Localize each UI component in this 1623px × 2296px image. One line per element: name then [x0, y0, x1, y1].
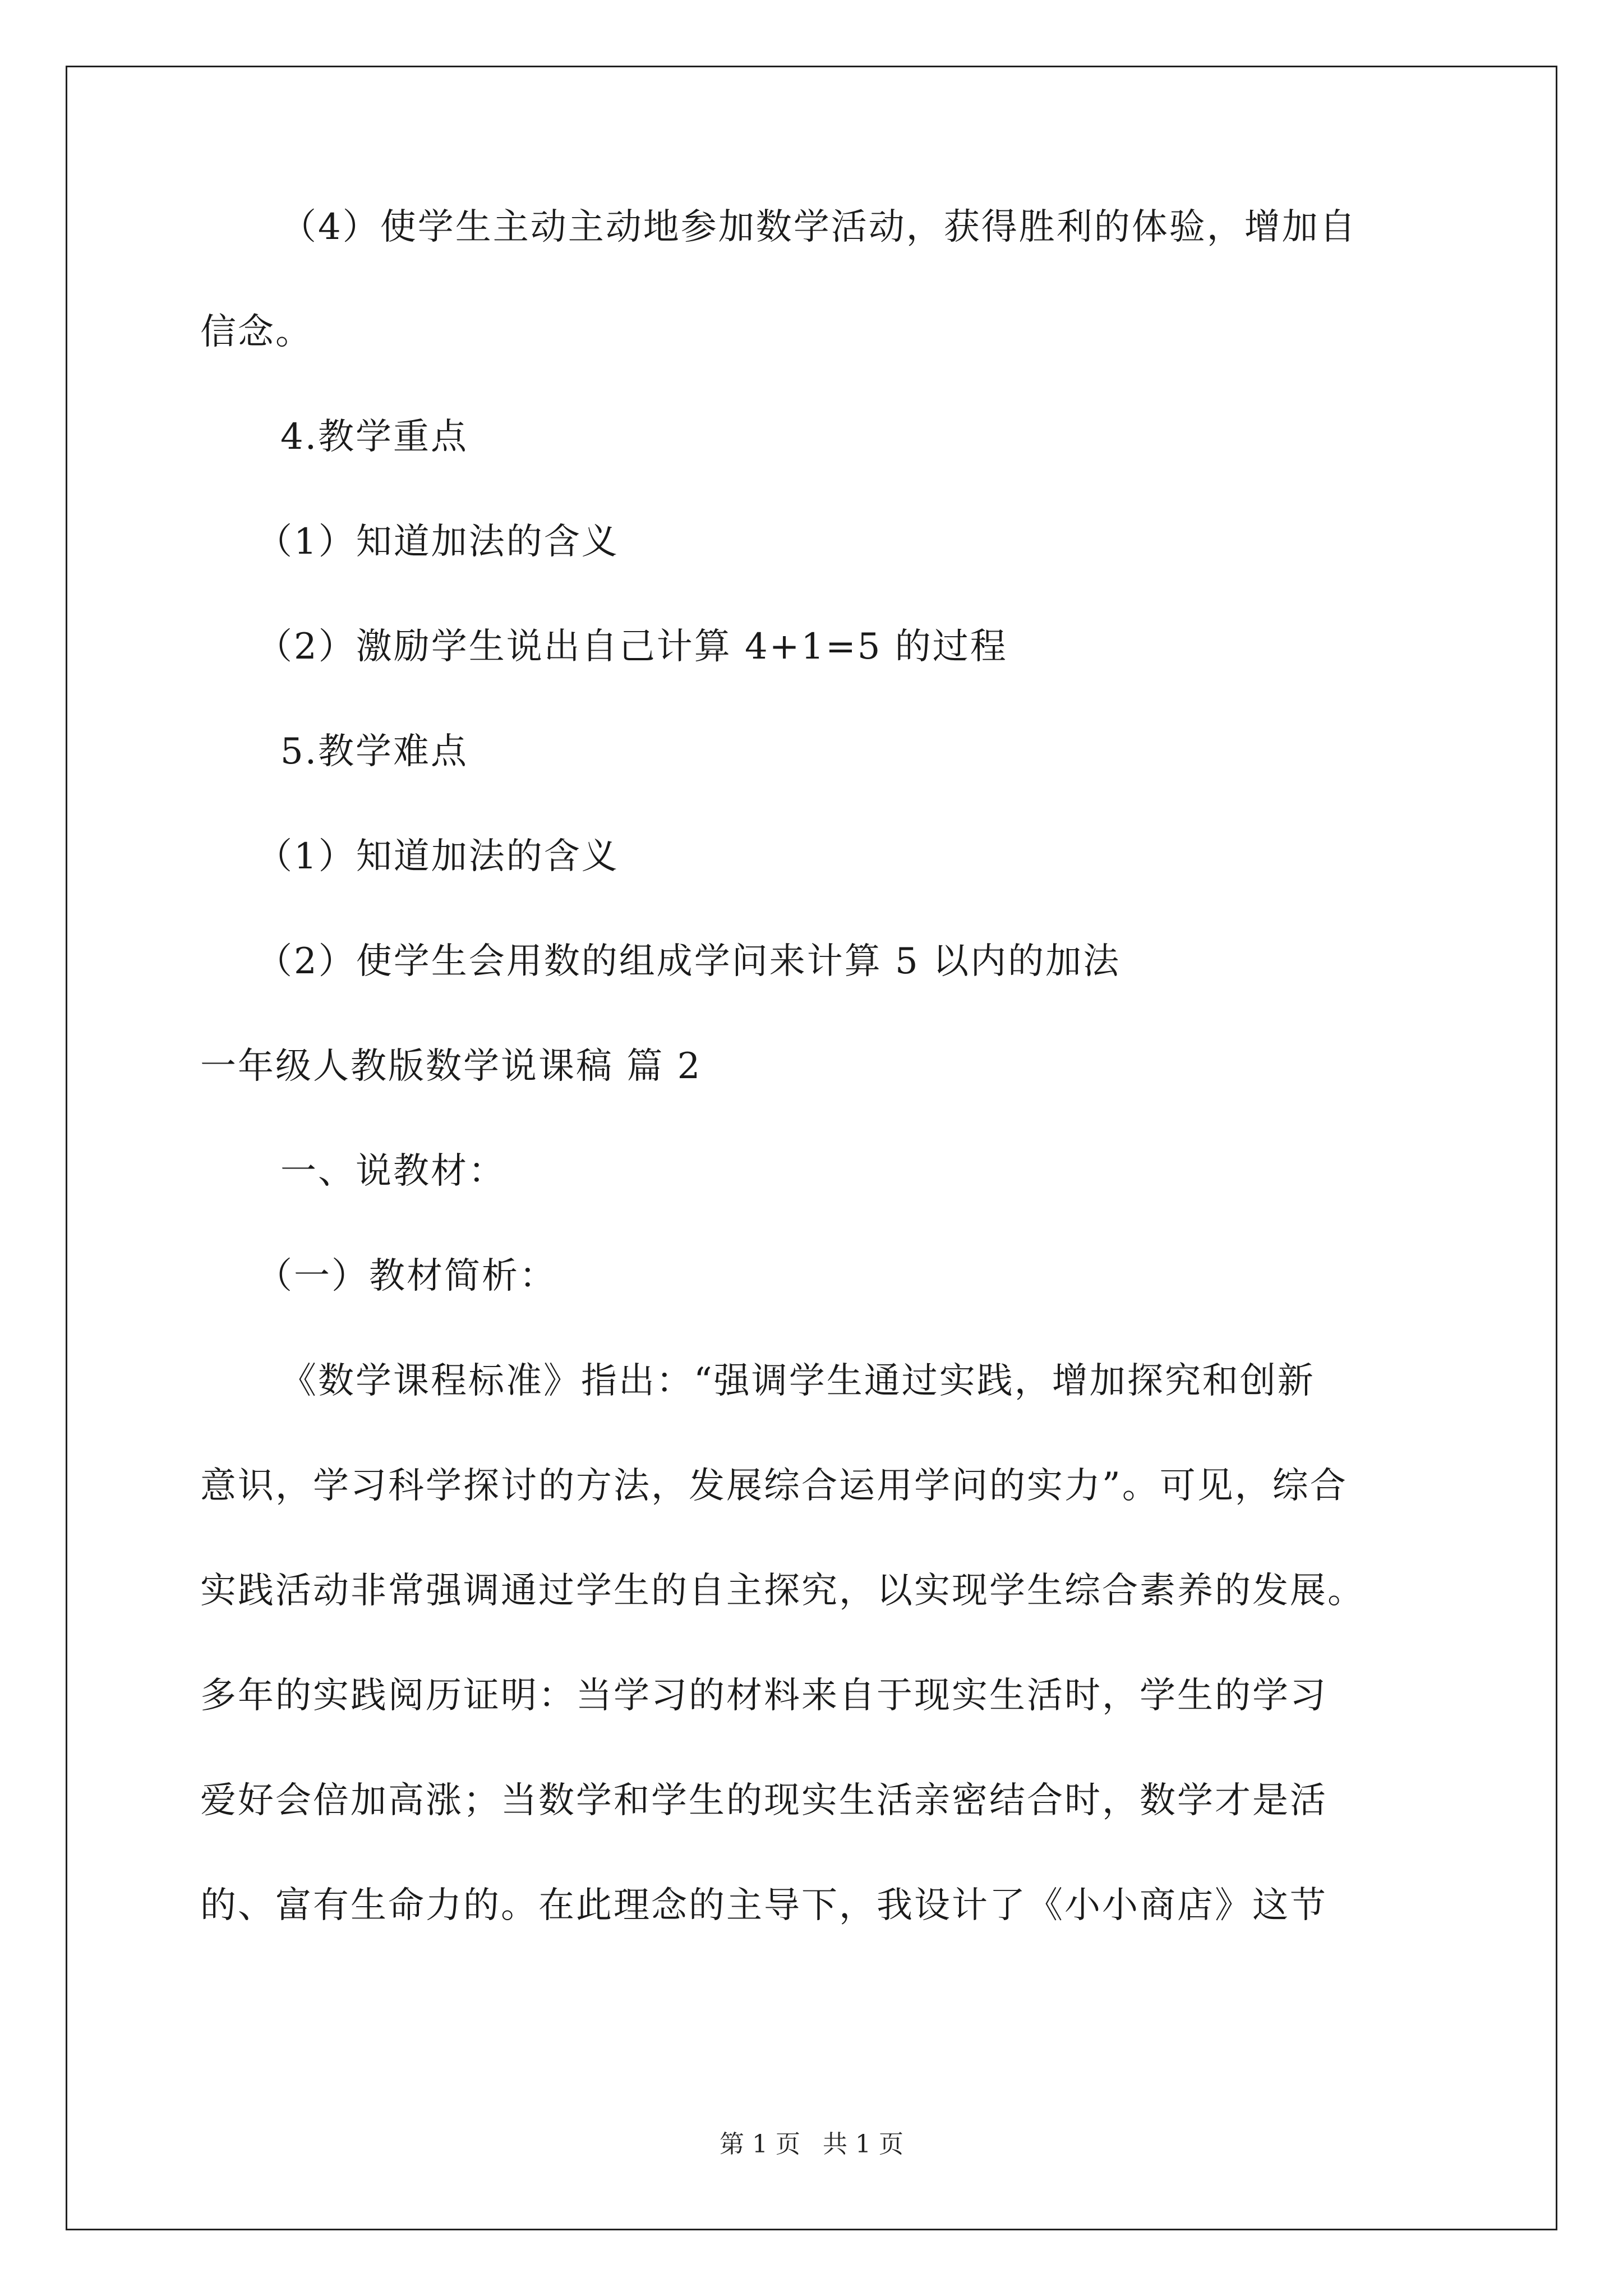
list-item: （2）使学生会用数的组成学问来计算 5 以内的加法 [256, 941, 1121, 982]
paragraph-line: 多年的实践阅历证明：当学习的材料来自于现实生活时，学生的学习 [200, 1675, 1327, 1717]
paragraph-line: 的、富有生命力的。在此理念的主导下，我设计了《小小商店》这节 [200, 1885, 1327, 1926]
document-title: 一年级人教版数学说课稿 篇 2 [200, 1046, 702, 1087]
paragraph-line: 实践活动非常强调通过学生的自主探究，以实现学生综合素养的发展。 [200, 1570, 1365, 1612]
paragraph-line: （4）使学生主动主动地参加数学活动，获得胜利的体验，增加自 [280, 206, 1357, 248]
paragraph-line: 《数学课程标准》指出：“强调学生通过实践，增加探究和创新 [280, 1360, 1315, 1402]
subsection-heading: （一）教材简析： [256, 1255, 557, 1297]
section-heading: 4.教学重点 [280, 416, 469, 458]
page-total: 共 1 页 [823, 2130, 903, 2159]
paragraph-line: 意识，学习科学探讨的方法，发展综合运用学问的实力”。可见，综合 [200, 1465, 1348, 1507]
section-heading: 5.教学难点 [280, 731, 469, 772]
section-heading: 一、说教材： [280, 1151, 506, 1192]
list-item: （2）激励学生说出自己计算 4+1=5 的过程 [256, 626, 1008, 668]
page-footer [0, 2128, 1623, 2161]
list-item: （1）知道加法的含义 [256, 836, 619, 877]
paragraph-line: 信念。 [200, 311, 313, 353]
paragraph-line: 爱好会倍加高涨；当数学和学生的现实生活亲密结合时，数学才是活 [200, 1780, 1327, 1821]
list-item: （1）知道加法的含义 [256, 521, 619, 563]
page-number: 第 1 页 [720, 2130, 800, 2159]
